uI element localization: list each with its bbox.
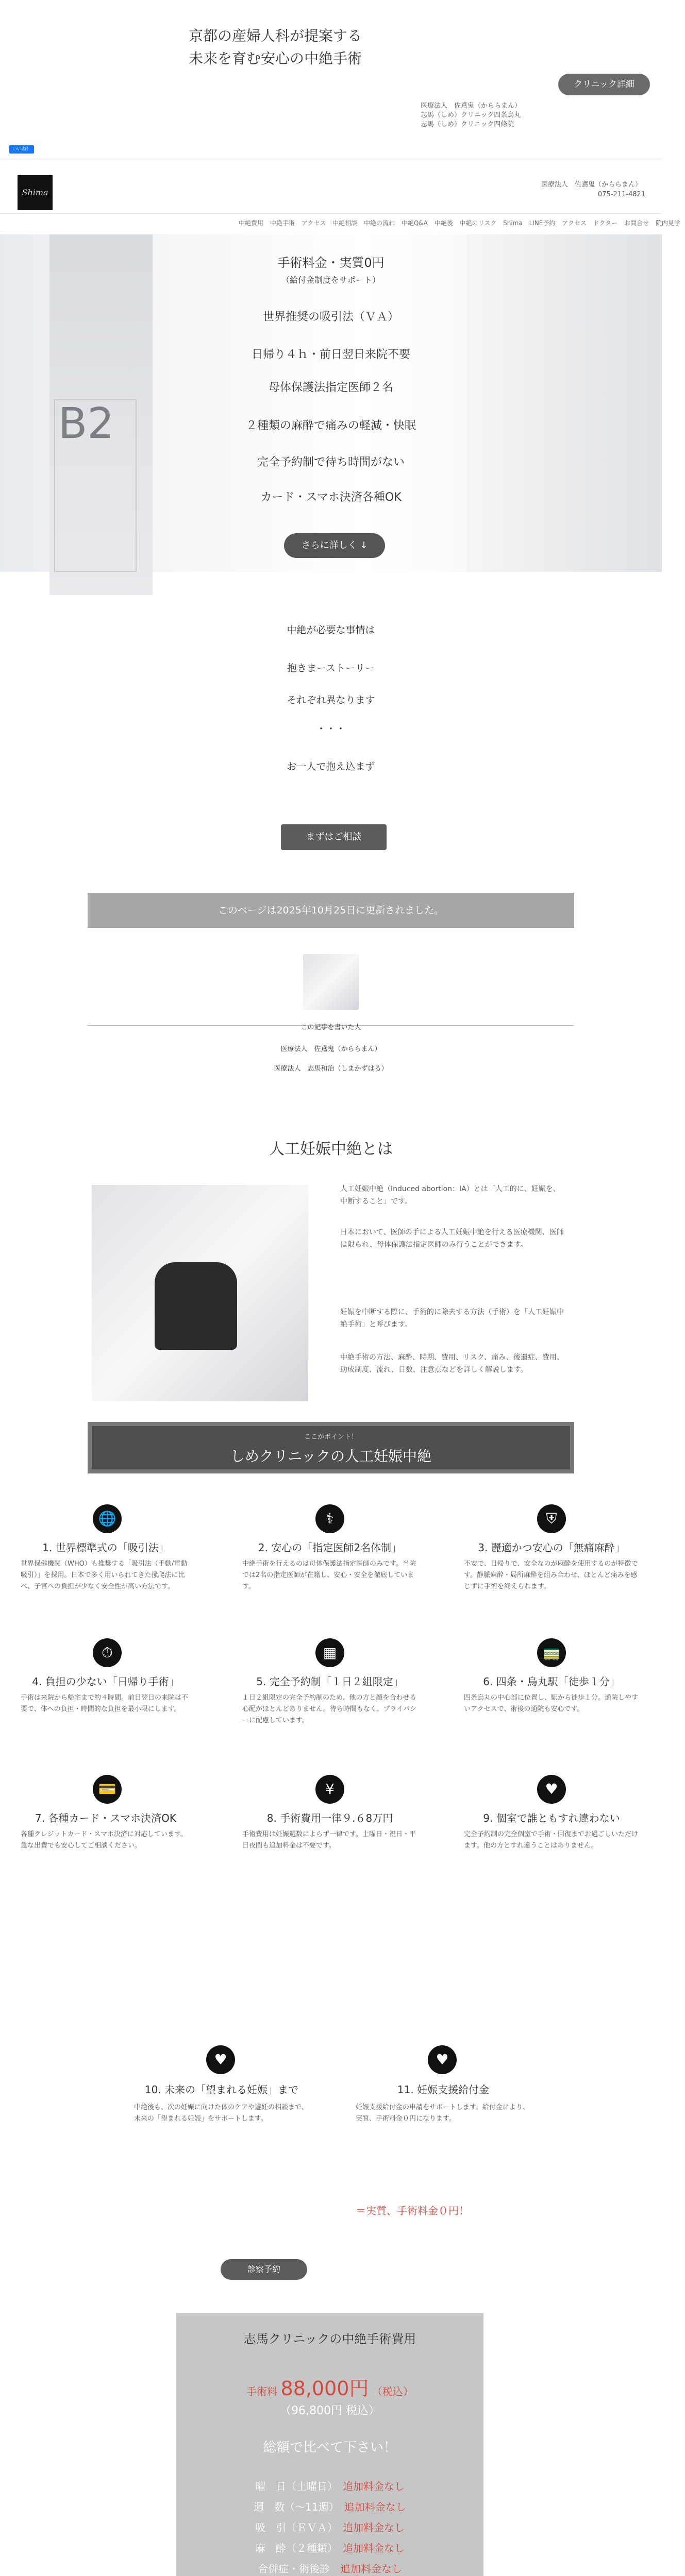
hero-corridor-image <box>466 234 662 572</box>
calendar-icon: ▦ <box>315 1638 344 1667</box>
clock-icon: ⏱ <box>93 1638 122 1667</box>
price-fee-tax: （税込） <box>372 2385 413 2398</box>
intro-ellipsis: ・・・ <box>316 723 346 735</box>
feature-title: 6. 四条・烏丸駅「徒歩１分」 <box>483 1675 620 1688</box>
hero-line-anesthesia: ２種類の麻酔で痛みの軽減・快眠 <box>245 419 416 432</box>
features-banner-small: ここがポイント！ <box>304 1433 358 1441</box>
feature-title: 5. 完全予約制「１日２組限定」 <box>256 1675 404 1688</box>
more-details-button[interactable]: さらに詳しく ↓ <box>284 533 385 558</box>
nav-item[interactable]: 中絶手術 <box>270 219 295 227</box>
feature-title: 4. 負担の少ない「日帰り手術」 <box>32 1675 179 1688</box>
global-nav <box>239 218 680 227</box>
hero-line-doctors: 母体保護法指定医師２名 <box>268 381 393 394</box>
feature-title: 3. 麗適かつ安心の「無痛麻酔」 <box>478 1541 625 1554</box>
site-title-line2: 未来を育む安心の中絶手術 <box>189 50 362 67</box>
feature-body: １日２組限定の完全予約制のため、他の方と顔を合わせる心配がほとんどありません。待ち時間もなく、プライバシーに配慮しています。 <box>242 1694 416 1724</box>
feature-body: 各種クレジットカード・スマホ決済に対応しています。急な出費でも安心してご相談ください。 <box>21 1831 187 1850</box>
feature-highlight: ＝実質、手術料金０円！ <box>356 2205 469 2217</box>
about-paragraph: 中絶手術の方法、麻酔、時期、費用、リスク、痛み、後遺症、費用、助成制度、流れ、日数、注意点などを詳しく解説します。 <box>340 1353 564 1374</box>
feature-body: 手術費用は妊娠週数によらず一律です。土曜日・祝日・平日夜間も追加料金は不要です。 <box>242 1831 416 1850</box>
price-no-extra: 総額で比べて下さい！ <box>262 2440 397 2455</box>
nav-item[interactable]: 中絶相談 <box>332 219 358 227</box>
features-banner-title: しめクリニックの人工妊娠中絶 <box>230 1448 432 1465</box>
about-paragraph: 人工妊娠中絶（Induced abortion：IA）とは「人工的に、妊娠を、中断すること」です。 <box>340 1185 560 1206</box>
price-row-label: 週 数（～11週） <box>254 2501 334 2513</box>
author-name-line2: 医療法人 志馬和治（しまかずはる） <box>274 1065 388 1073</box>
price-box <box>176 2313 483 2576</box>
clinic-info-line: 志馬（しめ）クリニック四条烏丸 <box>421 111 521 119</box>
price-fee-line <box>176 2372 483 2401</box>
doctor-icon: ⚕ <box>315 1504 344 1533</box>
clinic-info <box>421 101 521 129</box>
price-row <box>176 2478 483 2493</box>
feature-body: 完全予約制の完全個室で手術・回復までお過ごしいただけます。他の方とすれ違うことはありません。 <box>464 1831 639 1850</box>
nav-item[interactable]: LINE予約 <box>529 219 556 227</box>
price-row-value: 追加料金なし <box>343 2521 405 2534</box>
corp-line: 医療法人 佐鳶鬼（かららまん） <box>541 181 642 189</box>
intro-line: 抱きまーストーリー <box>287 663 375 674</box>
nav-item[interactable]: アクセス <box>562 219 587 227</box>
nav-item[interactable]: アクセス <box>301 219 326 227</box>
price-row-label: 吸 引（ＥＶＡ） <box>255 2521 332 2534</box>
globe-icon: 🌐 <box>93 1504 122 1533</box>
consult-button[interactable]: まずはご相談 <box>281 824 387 850</box>
price-row-value: 追加料金なし <box>340 2563 402 2575</box>
nav-item[interactable]: 中絶Q&A <box>401 219 428 227</box>
price-title: 志馬クリニックの中絶手術費用 <box>243 2332 416 2346</box>
feature-body: 妊娠支援給付金の申請をサポートします。給付金により、実質、手術料金０円になります。 <box>356 2104 529 2123</box>
nav-item[interactable]: ドクター <box>593 219 618 227</box>
couple-icon: ♥ <box>206 2045 235 2074</box>
nav-item[interactable]: Shima <box>503 219 523 227</box>
nav-item[interactable]: 中絶費用 <box>239 219 264 227</box>
train-icon: 🚃 <box>537 1638 566 1667</box>
price-fee-sub: （96,800円 税込） <box>280 2404 380 2417</box>
hero-door-sign: B2 <box>58 399 114 448</box>
about-paragraph: 妊娠を中断する際に、手術的に除去する方法（手術）を「人工妊娠中絶手術」と呼びます。 <box>340 1308 564 1329</box>
nav-top-divider <box>0 213 662 214</box>
nav-item[interactable]: 院内見学 <box>655 219 680 227</box>
price-row <box>176 2499 483 2514</box>
intro-line: お一人で抱え込まず <box>287 761 375 772</box>
feature-body: 世界保健機関（WHO）も推奨する「吸引法（手動/電動吸引）」を採用。日本で多く用いられてきた掻爬法に比べ、子宮への負担が少なく安全性が高い方法です。 <box>21 1560 188 1590</box>
intro-line: それぞれ異なります <box>287 694 375 706</box>
site-title-line1: 京都の産婦人科が提案する <box>189 27 362 44</box>
clinic-info-line: 医療法人 佐鳶鬼（かららまん） <box>421 102 522 110</box>
hero-line-payment: カード・スマホ決済各種OK <box>260 491 402 504</box>
heart-icon: ♥ <box>537 1775 566 1804</box>
price-row <box>176 2540 483 2555</box>
hero-line-price-sub: （給付金制度をサポート） <box>281 275 380 285</box>
price-row-label: 曜 日（土曜日） <box>255 2480 332 2493</box>
feature-body: 不安で、日帰りで、安全なのが麻酔を使用するのが特徴です。静脈麻酔・局所麻酔を組み合わせ、ほとんど痛みを感じずに手術を終えられます。 <box>464 1560 638 1590</box>
clinic-info-line: 志馬（しめ）クリニック四條院 <box>421 121 514 128</box>
yen-icon: ¥ <box>315 1775 344 1804</box>
feature-title: 10. 未来の「望まれる妊娠」まで <box>144 2083 299 2096</box>
site-logo[interactable]: Shima <box>18 175 53 210</box>
feature-title: 2. 安心の「指定医師2名体制」 <box>258 1541 402 1554</box>
shield-icon: ⛨ <box>537 1504 566 1533</box>
clinic-detail-button[interactable]: クリニック詳細 <box>558 74 650 95</box>
price-row-label: 麻 酔（２種類） <box>255 2542 332 2554</box>
feature-title: 1. 世界標準式の「吸引法」 <box>42 1541 169 1554</box>
feature-title: 7. 各種カード・スマホ決済OK <box>35 1812 176 1824</box>
card-icon: 💳 <box>93 1775 122 1804</box>
treatment-chair-image <box>155 1262 237 1350</box>
price-row-value: 追加料金なし <box>344 2501 406 2513</box>
hero-line-price: 手術料金・実質0円 <box>277 256 385 270</box>
price-row <box>176 2561 483 2575</box>
intro-line: 中絶が必要な事情は <box>287 624 375 636</box>
couple-icon-2: ♥ <box>428 2045 457 2074</box>
feature-title: 11. 妊娠支援給付金 <box>397 2083 490 2096</box>
feature-body: 手術は来院から帰宅まで約４時間。前日翌日の来院は不要で、体への負担・時間的な負担を最小限にします。 <box>21 1694 189 1713</box>
hero-section <box>0 234 662 572</box>
hero-line-daytrip: 日帰り４ｈ・前日翌日来院不要 <box>251 348 410 361</box>
like-badge[interactable]: いいね！ <box>9 145 34 154</box>
nav-item[interactable]: 中絶後 <box>434 219 453 227</box>
about-heading: 人工妊娠中絶とは <box>269 1140 393 1158</box>
price-fee-label: 手術料 <box>246 2385 278 2398</box>
nav-item[interactable]: 中絶のリスク <box>459 219 497 227</box>
price-row-value: 追加料金なし <box>343 2542 405 2554</box>
feature-title: 8. 手術費用一律９.６8万円 <box>266 1812 393 1824</box>
about-paragraph: 日本において、医師の手による人工妊娠中絶を行える医療機関、医師は限られ、母体保護法指定医師のみ行うことができます。 <box>340 1228 564 1249</box>
price-fee: 88,000円 <box>280 2377 369 2400</box>
hero-line-method: 世界推奨の吸引法（ＶＡ） <box>262 311 399 324</box>
price-row <box>176 2519 483 2534</box>
price-row-value: 追加料金なし <box>343 2480 405 2493</box>
phone-number[interactable]: 075-211-4821 <box>598 191 646 198</box>
hero-line-reservation: 完全予約制で待ち時間がない <box>257 456 405 469</box>
nav-item[interactable]: お問合せ <box>624 219 649 227</box>
author-caption: この記事を書いた人 <box>300 1024 361 1031</box>
feature-body: 中絶手術を行えるのは母体保護法指定医師のみです。当院では2名の指定医師が在籍し、安心・安全を徹底しています。 <box>242 1560 416 1590</box>
nav-item[interactable]: 中絶の流れ <box>364 219 395 227</box>
author-photo <box>303 954 359 1010</box>
booking-button[interactable]: 診察予約 <box>221 2259 307 2280</box>
features-banner <box>88 1422 574 1473</box>
author-name-line1: 医療法人 佐鳶鬼（かららまん） <box>280 1045 381 1053</box>
feature-body: 中絶後も、次の妊娠に向けた体のケアや避妊の相談まで、未来の「望まれる妊娠」をサポートします。 <box>134 2104 308 2123</box>
feature-body: 四条烏丸の中心部に位置し、駅から徒歩１分。通院しやすいアクセスで、術後の通院も安心です。 <box>464 1694 639 1713</box>
feature-title: 9. 個室で誰ともすれ違わない <box>483 1812 620 1824</box>
price-row-label: 合併症・術後診 <box>258 2563 330 2575</box>
update-notice: このページは2025年10月25日に更新されました。 <box>88 893 574 928</box>
